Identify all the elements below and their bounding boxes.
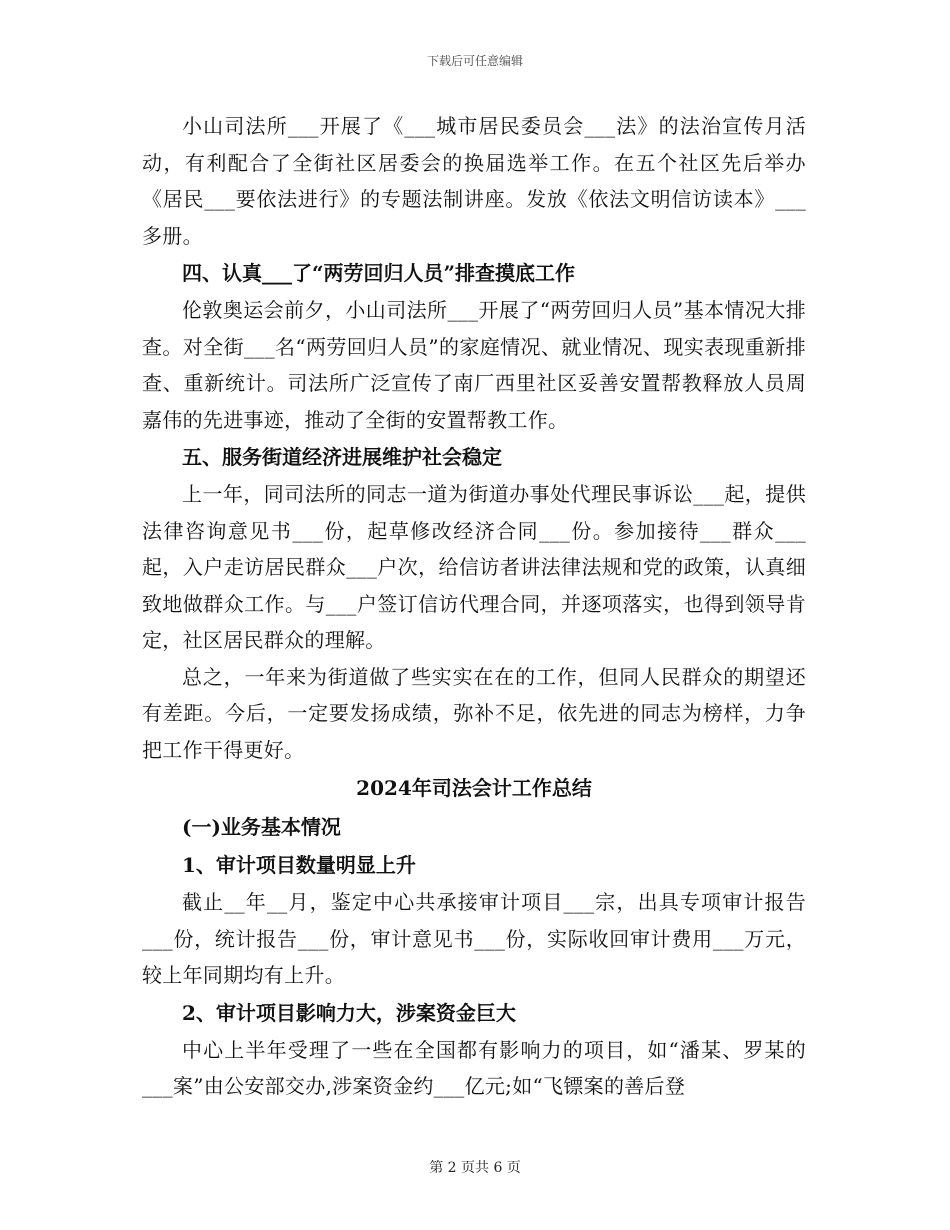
heading-section-5: 五、服务街道经济进展维护社会稳定 [182, 445, 502, 469]
page-footer: 第 2 页共 6 页 [429, 1160, 521, 1176]
paragraph-survey: 伦敦奥运会前夕，小山司法所___开展了“两劳回归人员”基本情况大排查。对全街___名“两劳回归人员”的家庭情况、就业情况、现实表现重新排查、重新统计。司法所广泛宣传了南厂西里社区妥善安置帮教释放人员周嘉伟的先进事迹，推动了全街的安置帮教工作。 [142, 298, 806, 432]
paragraph-audit-count: 截止__年__月，鉴定中心共承接审计项目___宗，出具专项审计报告___份，统计报告___份，审计意见书___份，实际收回审计费用___万元，较上年同期均有上升。 [142, 890, 806, 987]
paragraph-services: 上一年，同司法所的同志一道为街道办事处代理民事诉讼___起，提供法律咨询意见书___份，起草修改经济合同___份。参加接待___群众___起，入户走访居民群众___户次，给信访者讲法律法规和党的政策，认真细致地做群众工作。与___户签订信访代理合同，并逐项落实，也得到领导肯定，社区居民群众的理解。 [142, 482, 806, 652]
page-header: 下载后可任意编辑 [426, 54, 523, 68]
paragraph-audit-impact: 中心上半年受理了一些在全国都有影响力的项目，如“潘某、罗某的___案”由公安部交办,涉案资金约___亿元;如“飞镖案的善后登 [142, 1037, 806, 1098]
heading-business-overview: (一)业务基本情况 [182, 815, 341, 839]
heading-audit-impact: 2、审计项目影响力大，涉案资金巨大 [182, 1000, 516, 1025]
paragraph-conclusion: 总之，一年来为街道做了些实实在在的工作，但同人民群众的期望还有差距。今后，一定要发扬成绩，弥补不足，依先进的同志为榜样，力争把工作干得更好。 [142, 664, 806, 762]
document-title: 2024年司法会计工作总结 [356, 776, 592, 800]
paragraph-publicity: 小山司法所___开展了《___城市居民委员会___法》的法治宣传月活动，有利配合了全街社区居委会的换届选举工作。在五个社区先后举办《居民___要依法进行》的专题法制讲座。发放《依法文明信访读本》___多册。 [142, 114, 806, 248]
document-body [142, 108, 806, 1105]
heading-section-4: 四、认真___了“两劳回归人员”排查摸底工作 [182, 261, 576, 285]
heading-audit-count: 1、审计项目数量明显上升 [182, 853, 416, 877]
